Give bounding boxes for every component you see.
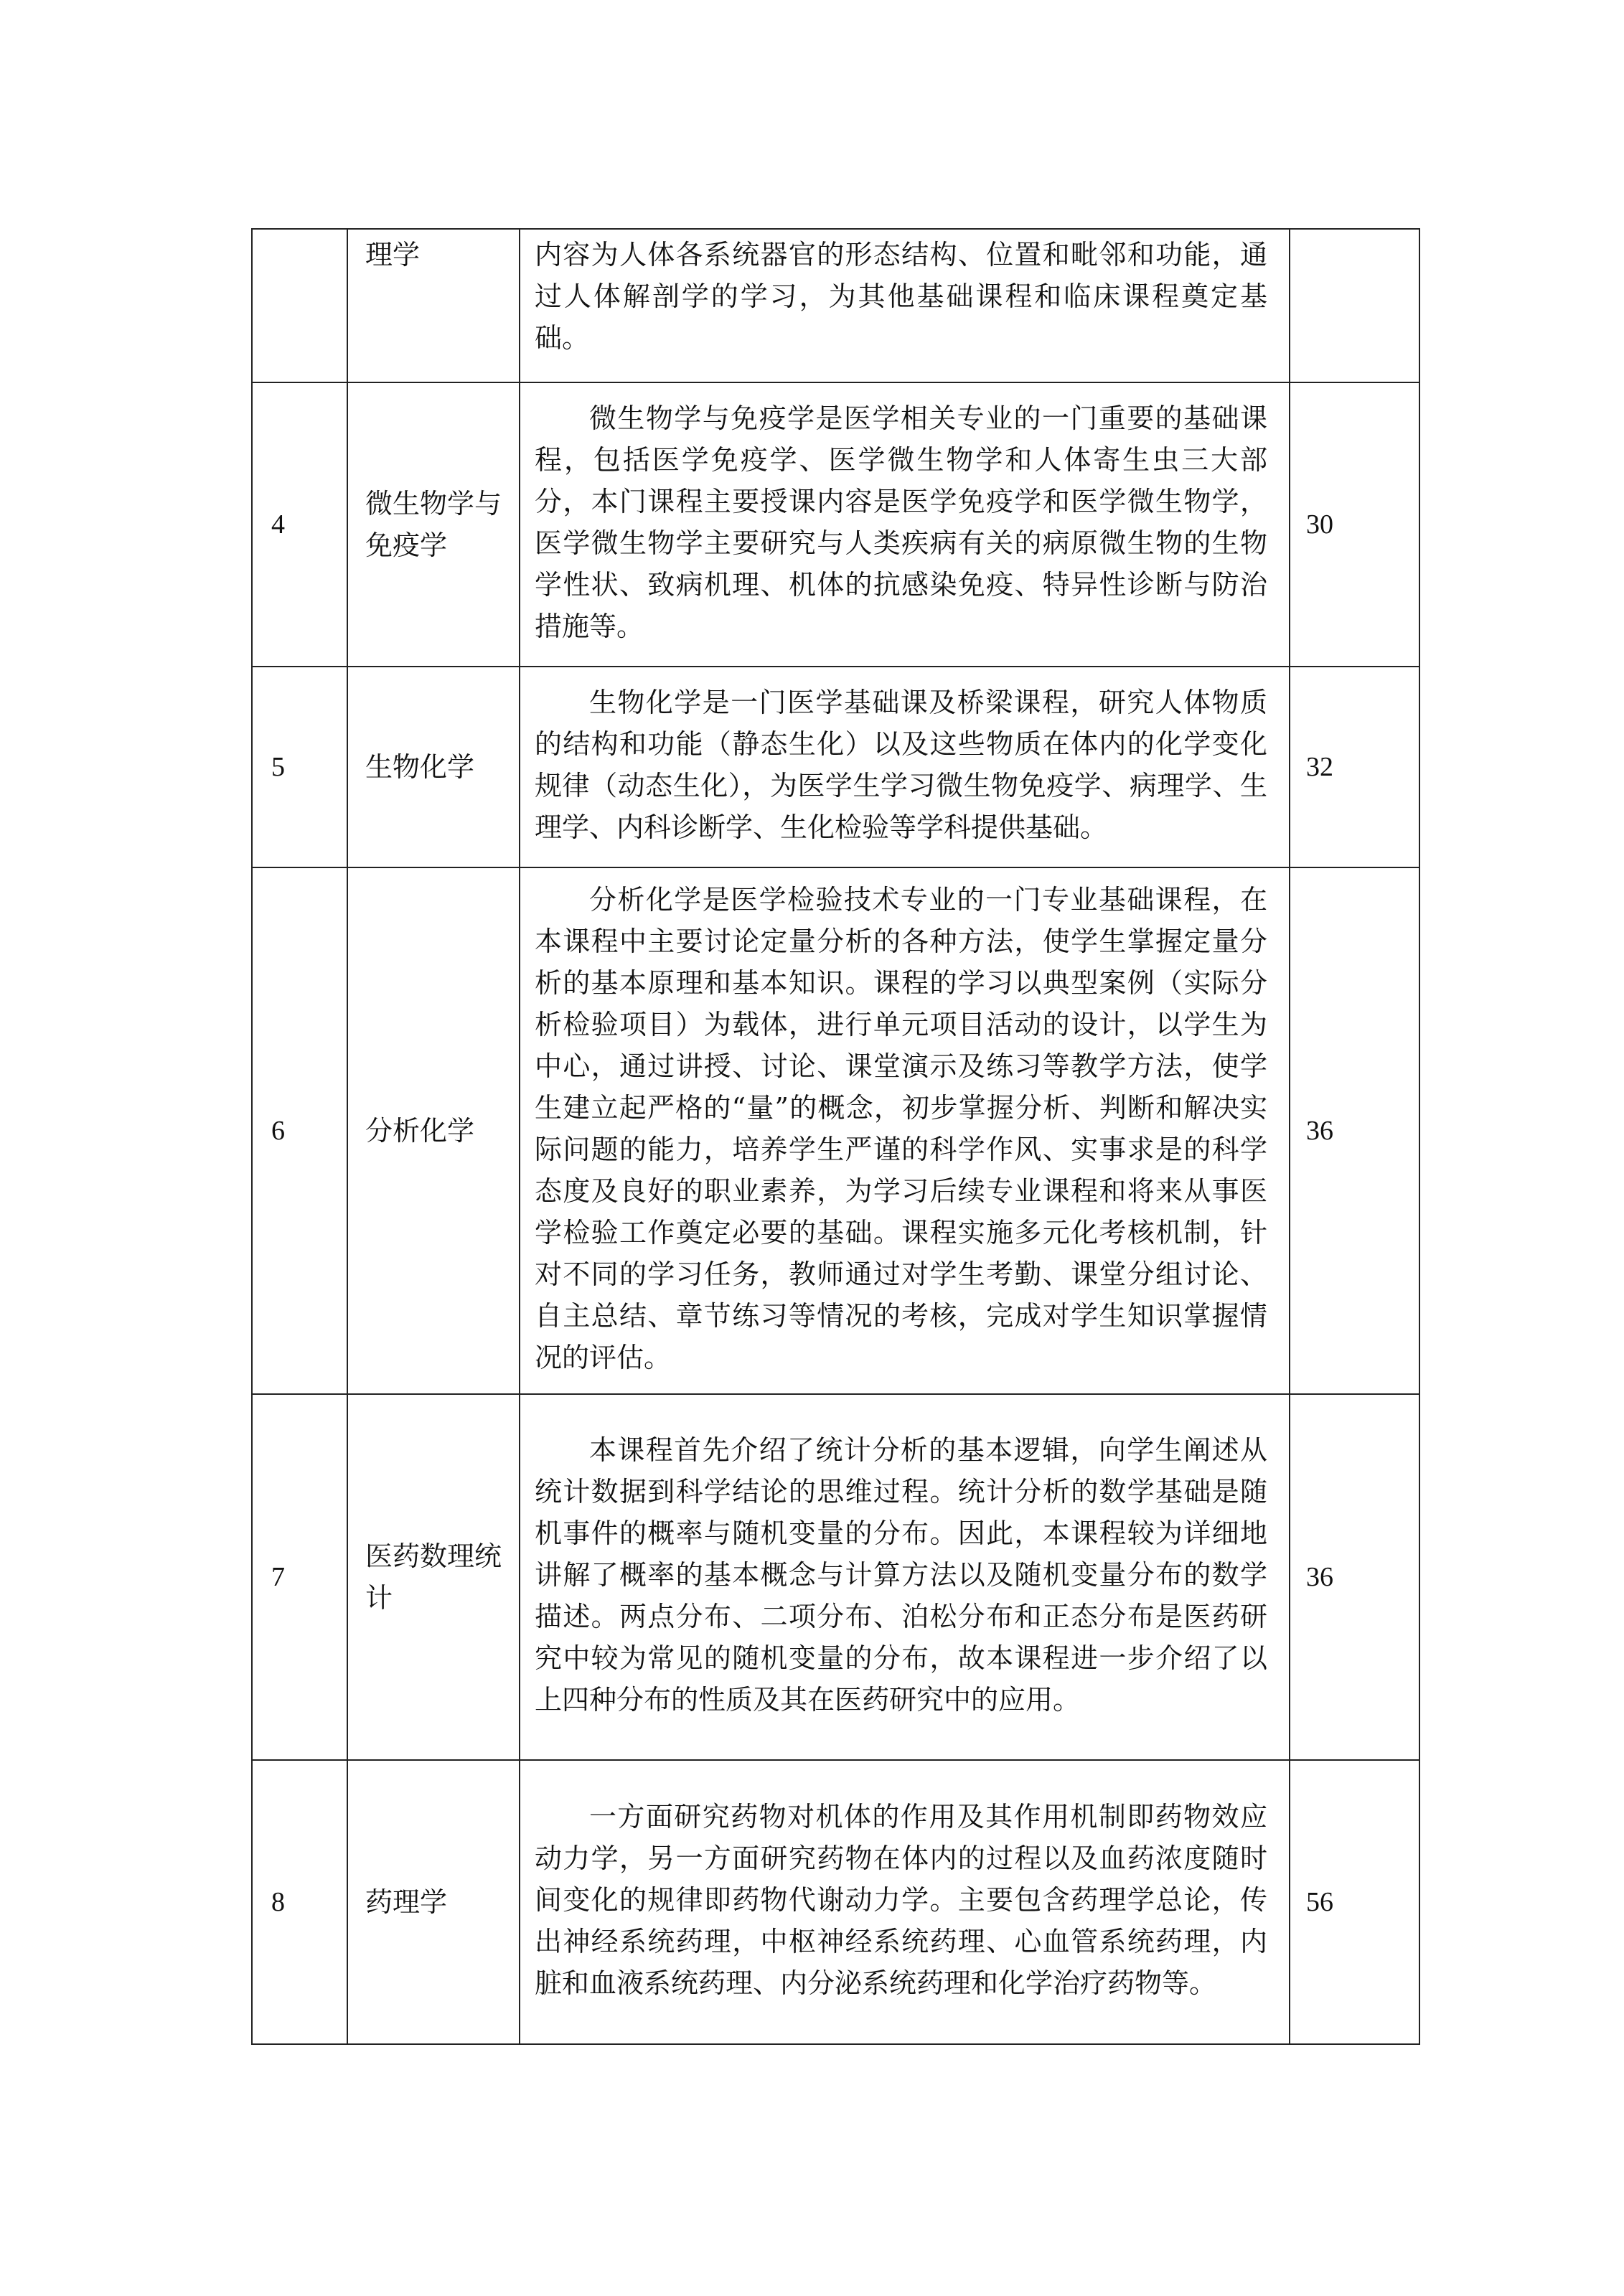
- course-hours: 36: [1290, 1394, 1419, 1760]
- course-name: 微生物学与免疫学: [347, 382, 520, 667]
- course-description-text: 内容为人体各系统器官的形态结构、位置和毗邻和功能，通过人体解剖学的学习，为其他基础课程和临床课程奠定基础。: [535, 239, 1267, 354]
- table-row: [252, 1394, 1419, 1760]
- table-row: [252, 867, 1419, 1394]
- course-description-text: 本课程首先介绍了统计分析的基本逻辑，向学生阐述从统计数据到科学结论的思维过程。统计分析的数学基础是随机事件的概率与随机变量的分布。因此，本课程较为详细地讲解了概率的基本概念与计算方法以及随机变量分布的数学描述。两点分布、二项分布、泊松分布和正态分布是医药研究中较为常见的随机变量的分布，故本课程进一步介绍了以上四种分布的性质及其在医药研究中的应用。: [535, 1434, 1267, 1716]
- course-description-text: 分析化学是医学检验技术专业的一门专业基础课程，在本课程中主要讨论定量分析的各种方法，使学生掌握定量分析的基本原理和基本知识。课程的学习以典型案例（实际分析检验项目）为载体，进行单元项目活动的设计，以学生为中心，通过讲授、讨论、课堂演示及练习等教学方法，使学生建立起严格的“量”的概念，初步掌握分析、判断和解决实际问题的能力，培养学生严谨的科学作风、实事求是的科学态度及良好的职业素养，为学习后续专业课程和将来从事医学检验工作奠定必要的基础。课程实施多元化考核机制，针对不同的学习任务，教师通过对学生考勤、课堂分组讨论、自主总结、章节练习等情况的考核，完成对学生知识掌握情况的评估。: [535, 884, 1267, 1373]
- course-description-text: 一方面研究药物对机体的作用及其作用机制即药物效应动力学，另一方面研究药物在体内的过程以及血药浓度随时间变化的规律即药物代谢动力学。主要包含药理学总论，传出神经系统药理，中枢神经系统药理、心血管系统药理，内脏和血液系统药理、内分泌系统药理和化学治疗药物等。: [535, 1801, 1267, 1999]
- course-number: 8: [252, 1760, 347, 2044]
- course-description: [520, 1760, 1290, 2044]
- course-hours: [1290, 229, 1419, 382]
- course-name: 理学: [347, 229, 520, 382]
- course-table: [251, 228, 1420, 2045]
- course-description: [520, 382, 1290, 667]
- course-hours: 30: [1290, 382, 1419, 667]
- course-number: 6: [252, 867, 347, 1394]
- course-number: 7: [252, 1394, 347, 1760]
- table-row: [252, 382, 1419, 667]
- course-hours: 36: [1290, 867, 1419, 1394]
- course-name: 医药数理统计: [347, 1394, 520, 1760]
- course-hours: 56: [1290, 1760, 1419, 2044]
- course-number: 5: [252, 667, 347, 867]
- course-description: [520, 867, 1290, 1394]
- course-description: [520, 667, 1290, 867]
- table-row: [252, 667, 1419, 867]
- table-row-continued: [252, 229, 1419, 382]
- table-row: [252, 1760, 1419, 2044]
- course-description: [520, 1394, 1290, 1760]
- course-description-text: 微生物学与免疫学是医学相关专业的一门重要的基础课程，包括医学免疫学、医学微生物学和人体寄生虫三大部分，本门课程主要授课内容是医学免疫学和医学微生物学，医学微生物学主要研究与人类疾病有关的病原微生物的生物学性状、致病机理、机体的抗感染免疫、特异性诊断与防治措施等。: [535, 403, 1267, 642]
- course-name: 生物化学: [347, 667, 520, 867]
- course-number: 4: [252, 382, 347, 667]
- course-hours: 32: [1290, 667, 1419, 867]
- course-description: [520, 229, 1290, 382]
- course-name: 药理学: [347, 1760, 520, 2044]
- course-name: 分析化学: [347, 867, 520, 1394]
- course-number: [252, 229, 347, 382]
- course-description-text: 生物化学是一门医学基础课及桥梁课程，研究人体物质的结构和功能（静态生化）以及这些物质在体内的化学变化规律（动态生化），为医学生学习微生物免疫学、病理学、生理学、内科诊断学、生化检验等学科提供基础。: [535, 687, 1267, 843]
